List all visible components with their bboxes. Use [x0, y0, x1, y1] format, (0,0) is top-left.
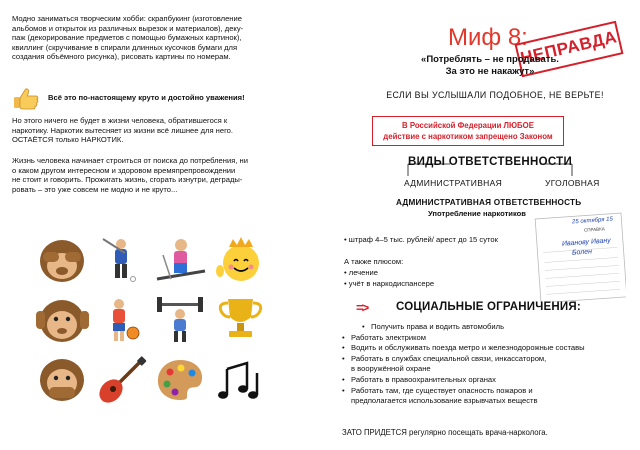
text-line: Жизнь человека начинает строиться от поиска до потребления, ни [12, 156, 248, 165]
law-line: В Российской Федерации ЛЮБОЕ [402, 121, 534, 130]
right-page [320, 0, 640, 450]
law-line: действие с наркотиком запрещено Законом [383, 132, 553, 141]
quote-line: За это не накажут» [445, 66, 535, 77]
princess-smiley-icon [213, 235, 268, 285]
list-item: • Получить права и водить автомобиль [342, 322, 632, 333]
medical-certificate [530, 212, 626, 302]
certificate-sheet-icon [530, 212, 626, 302]
text-line: альбомов и открыток из различных вырезок и материалов), деку- [12, 23, 244, 33]
administrative-responsibility-title: АДМИНИСТРАТИВНАЯ ОТВЕТСТВЕННОСТЬ [396, 198, 582, 207]
criminal-label: УГОЛОВНАЯ [545, 178, 600, 188]
list-item: • Работать в правоохранительных органах [342, 375, 632, 386]
text-line: ОСТАЁТСЯ только НАРКОТИК. [12, 135, 124, 145]
musical-notes-icon [213, 355, 268, 405]
certificate-header: СПРАВКА [583, 226, 605, 233]
text-line: наркотику. Наркотик вытесняет из жизни всё лишнее для него. [12, 125, 234, 135]
certificate-date: 25 октября 15 [571, 216, 614, 226]
text-line: о каком другом интересном и здоровом времяпрепровождении [12, 165, 236, 175]
also-plus-block [344, 256, 434, 289]
fine-text: • штраф 4–5 тыс. рублей/ арест до 15 суток [344, 235, 498, 244]
list-item: • Работать электриком [342, 333, 632, 344]
text-line: квиллинг (скручивание в спирали длинных кусочков бумаги для [12, 42, 238, 52]
social-restrictions-title: СОЦИАЛЬНЫЕ ОГРАНИЧЕНИЯ: [396, 301, 581, 313]
text-line: не стоит и говорить. Прожигать жизнь, сгорать изнутри, деграды- [12, 175, 243, 185]
list-item: • Водить и обслуживать поезда метро и железнодорожные составы [342, 343, 632, 354]
myth-title: Миф 8: [448, 24, 528, 51]
weightlifter-icon [153, 295, 208, 345]
hear-no-evil-monkey-icon [35, 295, 90, 345]
see-no-evil-monkey-icon [35, 235, 90, 285]
list-item: в вооружённой охране [351, 364, 431, 374]
skier-icon [153, 235, 208, 285]
hobby-paragraph [12, 14, 304, 62]
drug-paragraph [12, 116, 304, 145]
golfer-icon [93, 235, 148, 285]
plus-item: • учёт в наркодиспансере [344, 279, 435, 288]
plus-item: • лечение [344, 268, 379, 277]
drug-usage-subtitle: Употребление наркотиков [428, 209, 526, 218]
guitar-icon [93, 355, 148, 405]
certificate-diagnosis: Болен [571, 248, 593, 257]
text-line: паж (декорирование предметов с помощью бумажных картинок), [12, 33, 242, 43]
administrative-label: АДМИНИСТРАТИВНАЯ [404, 178, 503, 188]
text-line: Но этого ничего не будет в жизни человека, обратившегося к [12, 116, 228, 125]
thumbs-up-icon [12, 86, 40, 110]
artist-palette-icon [153, 355, 208, 405]
arrow-icon: => [356, 300, 368, 315]
respect-statement: Всё это по-настоящему круто и достойно уважения! [48, 93, 245, 102]
certificate-name: Иванову Ивану [561, 237, 611, 248]
text-line: создания объёмного рисунка), рисовать картины по номерам. [12, 52, 231, 62]
text-line: ровать – это уже совсем не модно и не круто... [12, 184, 178, 194]
quote-line: «Потреблять – не продавать. [421, 54, 559, 65]
text-line: Модно заниматься творческим хобби: скрапбукинг (изготовление [12, 14, 242, 23]
law-box [372, 116, 564, 146]
restrictions-list [342, 322, 632, 407]
false-stamp: НЕПРАВДА [515, 21, 624, 78]
also-plus-title: А также плюсом: [344, 257, 404, 266]
basketball-player-icon [93, 295, 148, 345]
note-rest: регулярно посещать врача-нарколога. [406, 428, 548, 437]
emoji-grid [35, 235, 275, 445]
narcologist-note [342, 428, 548, 437]
list-item: • Работать там, где существует опасность пожаров и [342, 386, 632, 397]
life-paragraph [12, 156, 304, 194]
list-item: • Работать в службах специальной связи, инкассатором, [342, 354, 632, 365]
myth-quote [400, 54, 580, 78]
trophy-icon [213, 295, 268, 345]
responsibility-types-title: ВИДЫ ОТВЕТСТВЕННОСТИ [408, 156, 573, 168]
list-item: предполагается использование взрывчатых веществ [351, 396, 538, 406]
note-caps: ЗАТО ПРИДЕТСЯ [342, 428, 407, 437]
do-not-believe-text: ЕСЛИ ВЫ УСЛЫШАЛИ ПОДОБНОЕ, НЕ ВЕРЬТЕ! [386, 90, 604, 100]
speak-no-evil-monkey-icon [35, 355, 90, 405]
